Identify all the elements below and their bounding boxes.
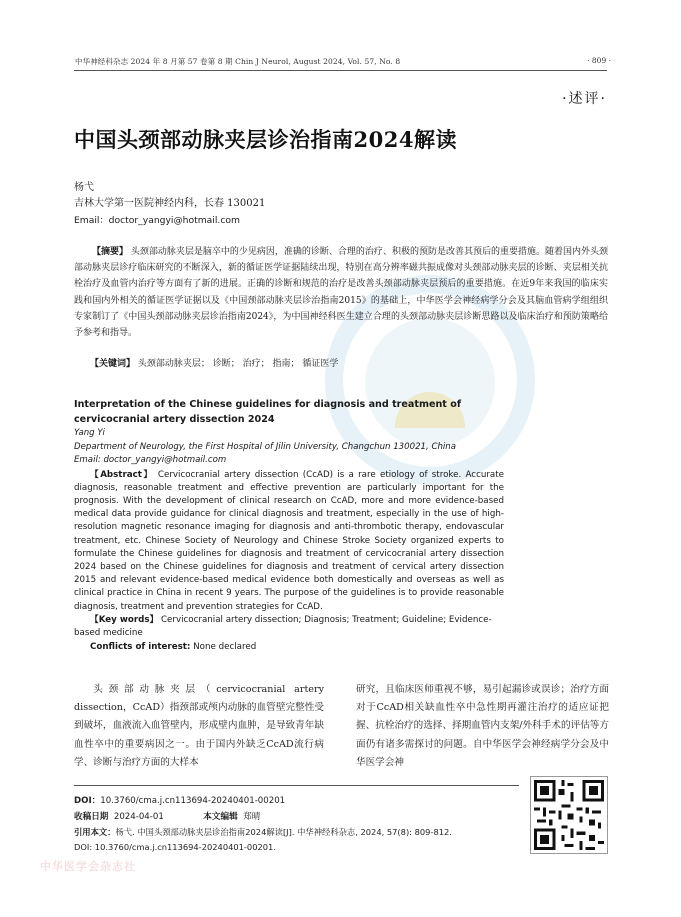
footer-citation [74, 826, 452, 838]
article-title: 中国头颈部动脉夹层诊治指南2024解读 [74, 127, 457, 152]
chinese-abstract-label: 【摘要】 [92, 247, 129, 257]
footer-cite-label: 引用本文： [74, 827, 116, 837]
qr-code-icon[interactable] [530, 776, 608, 854]
page-number: · 809 · [587, 56, 611, 65]
conflicts-of-interest-label: Conflicts of interest: [90, 642, 191, 653]
english-title: Interpretation of the Chinese guidelines for diagnosis and treatment of cervicocranial artery dissection 2024 [74, 399, 461, 425]
footer-received [74, 810, 260, 822]
chinese-keywords-label: 【关键词】 [90, 359, 136, 369]
english-abstract-label: 【Abstract】 [90, 469, 154, 480]
footer-received-value: 2024-04-01 [113, 812, 164, 822]
conflicts-of-interest [74, 640, 504, 654]
footer-doi-value[interactable]: 10.3760/cma.j.cn113694-20240401-00201 [100, 796, 286, 806]
chinese-keywords [90, 356, 338, 369]
english-abstract-text: Cervicocranial artery dissection (CcAD) is a rare etiology of stroke. Accurate diagnosis, reasonable treatment and effective prevention are particularly important for the prognosis. With the development of clinical research on CcAD, more and more evidence-based medical data provide guidance for clinical diagnosis and treatment, especially in the use of high-resolution magnetic resonance imaging for diagnosis and anti-thrombotic therapy, endovascular treatment, etc. Chinese Society of Neurology and Chinese Stroke Society organized experts to formulate the Chinese guidelines for diagnosis and treatment of cervicocranial artery dissection 2024 based on the Chinese guidelines for diagnosis and treatment of cervical artery dissection 2015 and relevant evidence-based medical evidence both domestically and overseas as well as clinical practice in China in recent 9 years. The purpose of the guidelines is to provide reasonable diagnosis, treatment and prevention strategies for CcAD. [74, 469, 504, 612]
chinese-abstract-text: 头颈部动脉夹层是脑卒中的少见病因，准确的诊断、合理的治疗、积极的预防是改善其预后的重要措施。随着国内外头颈部动脉夹层诊疗临床研究的不断深入，新的循证医学证据陆续出现，特别在高分辨率磁共振成像对头颈部动脉夹层的诊断、夹层相关抗栓治疗及血管内治疗等方面有了新的进展。正确的诊断和规范的治疗是改善头颈部动脉夹层预后的重要措施。在近9年来我国的临床实践和国内外相关的循证医学证据以及《中国颈部动脉夹层诊治指南2015》的基础上，中华医学会神经病学分会及其脑血管病学组组织专家制订了《中国头颈部动脉夹层诊治指南2024》，为中国神经科医生建立合理的头颈部动脉夹层诊断思路以及临床治疗和预防策略给予参考和指导。 [74, 247, 608, 339]
publisher-logo-watermark: 中华医学会杂志社 [40, 860, 136, 873]
body-column-left: 头颈部动脉夹层（cervicocranial artery dissection，CcAD）指颈部或颅内动脉的血管壁完整性受到破坏，血液流入血管壁内，形成壁内血肿，是导致青年缺血性卒中的重要病因之一。由于国内外缺乏CcAD流行病学、诊断与治疗方面的大样本 [74, 684, 324, 768]
english-author: Yang Yi [74, 428, 105, 438]
author-affiliation: 吉林大学第一医院神经内科，长春 130021 [74, 198, 266, 209]
footer-cite-doi[interactable]: DOI: 10.3760/cma.j.cn113694-20240401-00201. [74, 842, 276, 852]
chinese-keywords-text: 头颈部动脉夹层； 诊断； 治疗； 指南； 循证医学 [137, 359, 339, 369]
conflicts-of-interest-text: None declared [193, 642, 257, 653]
footer-rule [74, 785, 519, 786]
english-affiliation: Department of Neurology, the First Hospital of Jilin University, Changchun 130021, China [74, 441, 457, 452]
footer-doi [74, 794, 285, 806]
footer-cite-value: 杨弋. 中国头颈部动脉夹层诊治指南2024解读[J]. 中华神经科杂志, 2024, 57(8): 809-812. [115, 827, 452, 837]
english-email[interactable]: Email: doctor_yangyi@hotmail.com [74, 455, 227, 465]
english-keywords-text: Cervicocranial artery dissection; Diagnosis; Treatment; Guideline; Evidence-based medicine [74, 614, 492, 638]
english-block [74, 397, 504, 654]
author-email[interactable]: Email：doctor_yangyi@hotmail.com [74, 215, 240, 226]
footer-editor-label: 本文编辑 [203, 812, 238, 822]
footer-editor-value: 郑晴 [243, 812, 261, 822]
english-keywords [74, 614, 504, 640]
footer-doi-label: DOI： [74, 796, 101, 806]
author-name: 杨弋 [74, 182, 94, 193]
body-column-right: 研究，且临床医师重视不够，易引起漏诊或误诊；治疗方面对于CcAD相关缺血性卒中急性期再灌注治疗的适应证把握、抗栓治疗的选择、择期血管内支架/外科手术的评估等方面仍有诸多需探讨的问题。自中华医学会神经病学分会及中华医学会神 [356, 684, 609, 768]
english-keywords-label: 【Key words】 [90, 614, 159, 625]
section-tag: ·述评· [562, 91, 607, 107]
chinese-abstract [74, 244, 608, 341]
english-abstract [74, 469, 504, 614]
header-rule [74, 70, 607, 71]
running-header-left: 中华神经科杂志 2024 年 8 月第 57 卷第 8 期 Chin J Neurol, August 2024, Vol. 57, No. 8 [75, 57, 401, 66]
footer-received-label: 收稿日期 [74, 812, 109, 822]
